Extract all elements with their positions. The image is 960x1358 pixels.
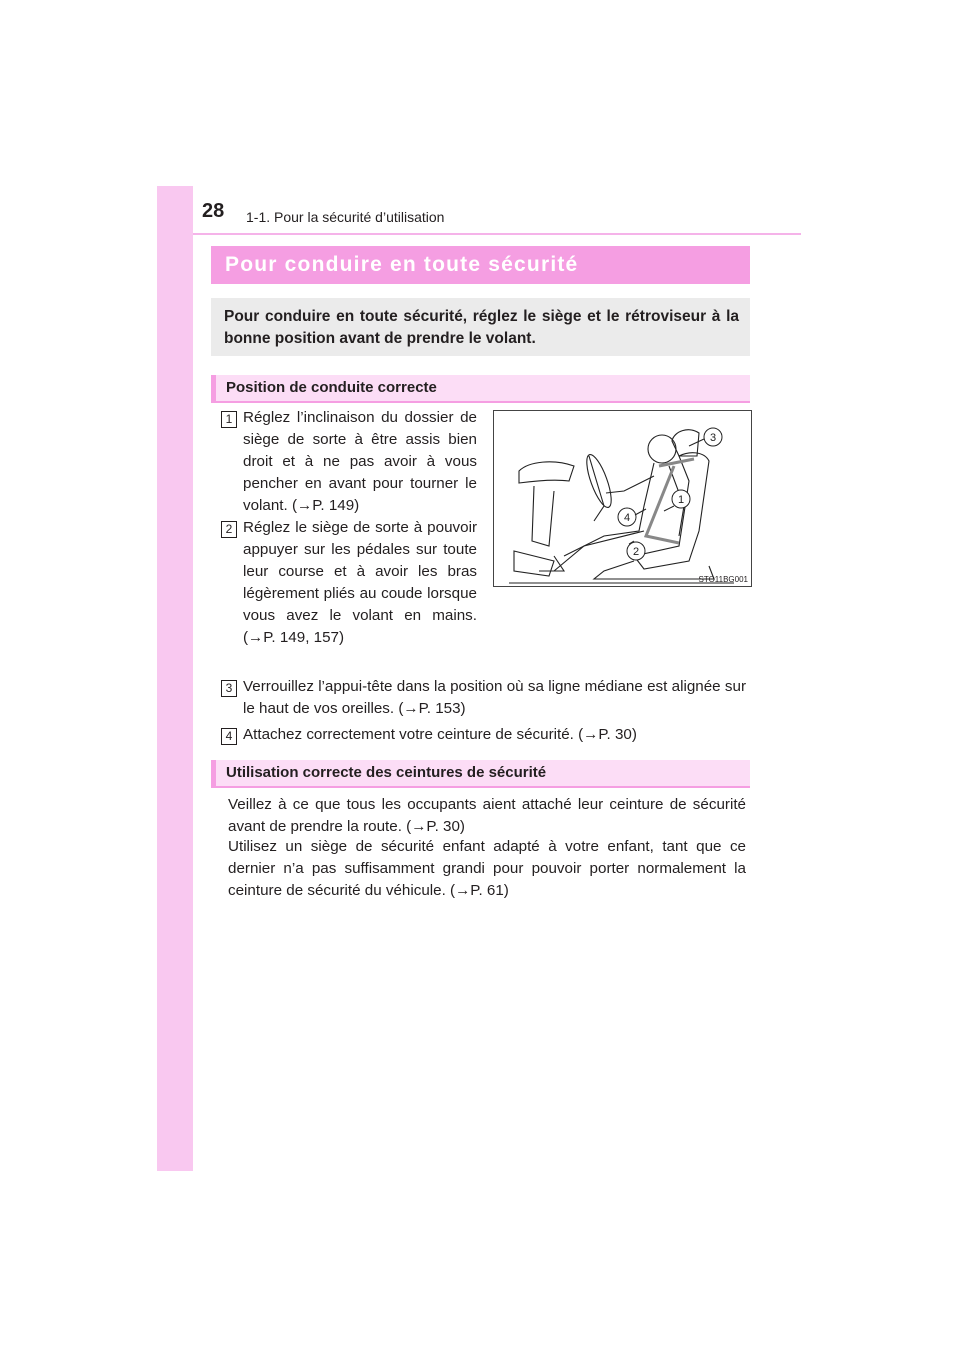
page-number: 28	[202, 200, 225, 222]
seatbelt-paragraph-2: Utilisez un siège de sécurité enfant adapté à votre enfant, tant que ce dernier n’a pas suffisamment grandi pour pouvoir porter normalement la ceinture de sécurité du véhicule. (→P. 61)	[228, 838, 746, 899]
sub-heading-seatbelt-use	[211, 760, 750, 788]
item-number-4: 4	[221, 728, 237, 745]
sub-heading-label: Position de conduite correcte	[226, 379, 437, 396]
page-title: Pour conduire en toute sécurité	[225, 253, 579, 276]
callout-2: 2	[632, 546, 640, 558]
sub-heading-bar	[211, 760, 216, 786]
sub-heading-label: Utilisation correcte des ceintures de sécurité	[226, 764, 547, 781]
section-title: 1-1. Pour la sécurité d’utilisation	[246, 209, 445, 225]
side-tab-band	[157, 186, 193, 1171]
header-rule	[193, 233, 801, 235]
callout-1: 1	[677, 494, 685, 506]
intro-text: Pour conduire en toute sécurité, réglez le siège et le rétroviseur à la bonne position avant de prendre le volant.	[224, 308, 739, 347]
item-text-2: Réglez le siège de sorte à pouvoir appuyer sur les pédales sur toute leur course et à avoir les bras légèrement pliés au coude lorsque vous avez le volant en mains. (→P. 149, 157)	[243, 519, 477, 646]
intro-box	[211, 298, 750, 356]
item-number-2: 2	[221, 521, 237, 538]
item-text-3: Verrouillez l’appui-tête dans la position où sa ligne médiane est alignée sur le haut de vos oreilles. (→P. 153)	[243, 678, 746, 717]
item-text-4: Attachez correctement votre ceinture de sécurité. (→P. 30)	[243, 726, 637, 743]
seatbelt-paragraph-1: Veillez à ce que tous les occupants aient attaché leur ceinture de sécurité avant de prendre la route. (→P. 30)	[228, 796, 746, 835]
seated-driver-illustration	[494, 411, 751, 586]
sub-heading-bar	[211, 375, 216, 401]
item-number-3: 3	[221, 680, 237, 697]
sub-heading-driving-position	[211, 375, 750, 403]
driving-position-figure	[493, 410, 752, 587]
callout-3: 3	[709, 432, 717, 444]
callout-4: 4	[623, 512, 631, 524]
title-bar	[211, 246, 750, 284]
item-number-1: 1	[221, 411, 237, 428]
figure-code: STO11BG001	[698, 575, 748, 584]
item-text-1: Réglez l’inclinaison du dossier de siège de sorte à être assis bien droit et à ne pas avoir à vous pencher en avant pour tourner le volant. (→P. 149)	[243, 409, 477, 514]
